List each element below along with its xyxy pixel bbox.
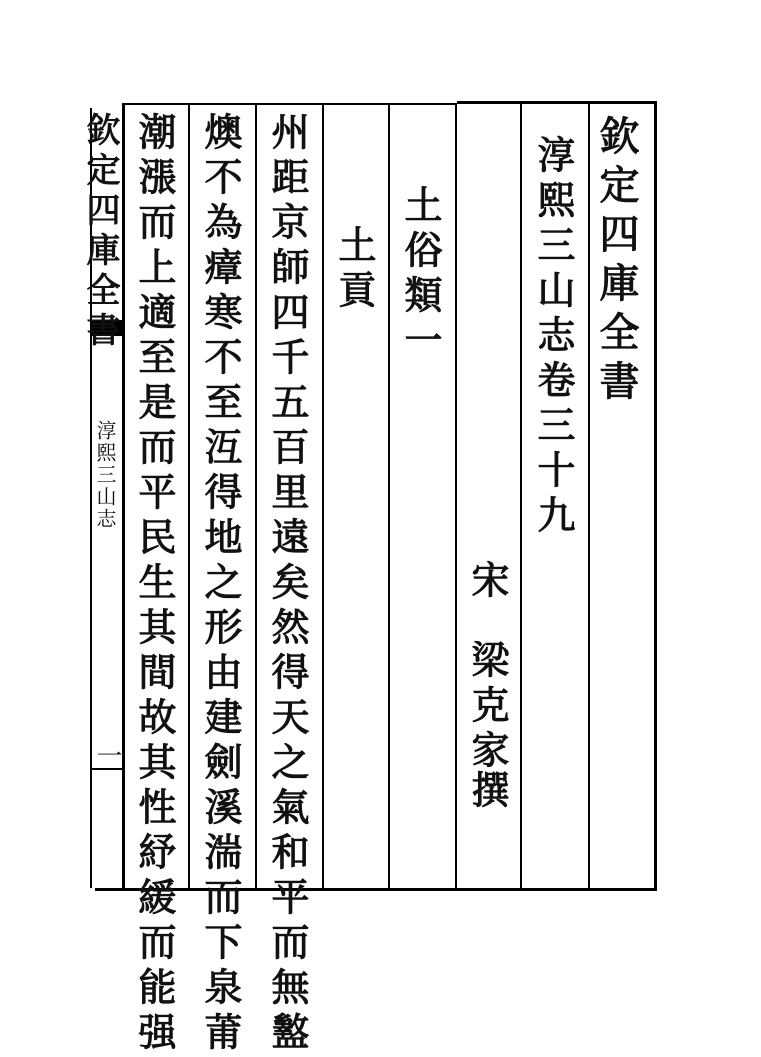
top-border-left xyxy=(122,103,457,105)
column-divider xyxy=(188,103,190,889)
section-title: 土俗類一 xyxy=(398,185,443,365)
subsection-title: 土貢 xyxy=(332,225,377,315)
book-title: 淳熙三山志卷三十九 xyxy=(531,135,576,540)
top-border-right xyxy=(457,101,655,104)
author-name: 梁克家 xyxy=(465,640,510,775)
text-column-3: 潮漲而上適至是而平民生其間故其性紓緩而能强 xyxy=(132,112,177,1057)
text-column-1: 州距京師四千五百里遠矣然得天之氣和平而無盭 xyxy=(265,112,310,1057)
author-dynasty: 宋 xyxy=(465,560,510,605)
column-divider xyxy=(255,103,257,889)
column-divider xyxy=(455,103,457,889)
column-divider xyxy=(588,103,590,889)
text-column-2: 燠不為瘴寒不至沍得地之形由建劍溪湍而下泉莆 xyxy=(198,112,243,1057)
bottom-border xyxy=(95,888,655,891)
column-divider xyxy=(388,103,390,889)
fold-folio: 一 xyxy=(92,742,122,770)
column-divider xyxy=(322,103,324,889)
page-header: 欽定四庫全書 xyxy=(80,112,120,352)
fold-title: 淳熙三山志 xyxy=(93,420,117,530)
margin-header: 欽定四庫全書 xyxy=(593,115,640,409)
column-divider xyxy=(520,103,522,889)
author-role: 撰 xyxy=(465,770,510,815)
right-border xyxy=(654,101,657,891)
left-border xyxy=(122,103,125,889)
